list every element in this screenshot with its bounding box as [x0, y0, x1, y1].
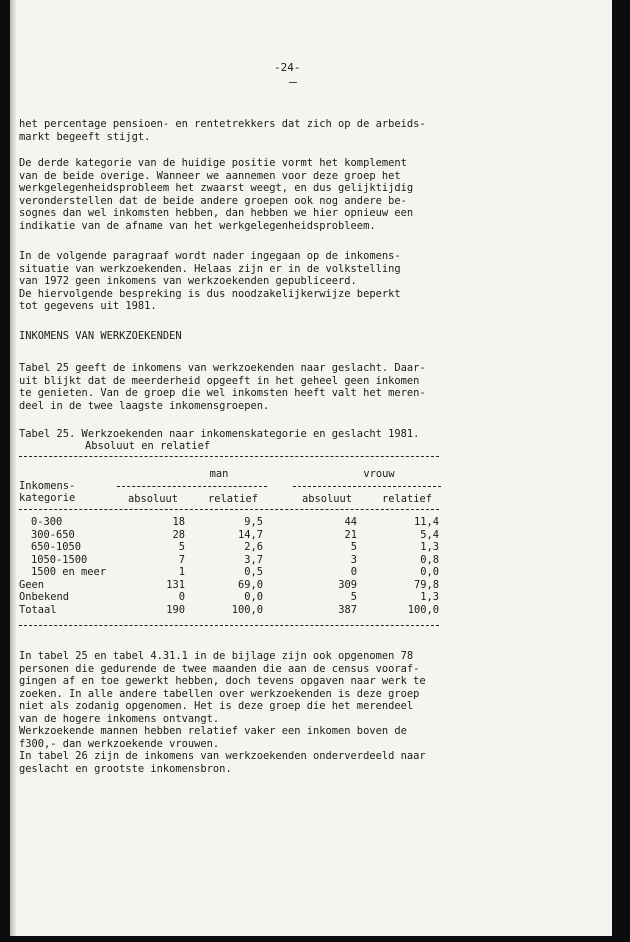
row-label: 650-1050 [31, 541, 82, 553]
table-cell: 11,4 [413, 516, 439, 528]
text-line: geslacht en grootste inkomensbron. [19, 762, 232, 775]
table-cell: 131 [166, 578, 185, 591]
row-label: Totaal [19, 603, 57, 616]
subheader-absoluut: absoluut [301, 493, 353, 505]
table-cell: 309 [338, 578, 357, 591]
table-cell: 0,5 [244, 566, 263, 578]
table-cell: 44 [344, 516, 357, 528]
row-header-line: kategorie [19, 492, 76, 504]
table-cell: 2,6 [244, 541, 263, 553]
text-line: f300,- dan werkzoekende vrouwen. [19, 737, 220, 750]
text-line: markt begeeft stijgt. [19, 130, 151, 143]
table-cell: 0 [178, 591, 185, 603]
text-line: In de volgende paragraaf wordt nader ingegaan op de inkomens- [19, 250, 401, 262]
group-rule-man [117, 486, 267, 487]
table-cell: 79,8 [413, 578, 439, 591]
page-number: -24- [274, 61, 301, 74]
paragraph [19, 250, 599, 313]
text-line: van de hogere inkomens ontvangt. [19, 712, 220, 725]
section-heading [19, 330, 599, 343]
table-cell: 100,0 [231, 603, 263, 616]
table-cell: 3,7 [244, 553, 263, 566]
table-cell: 28 [172, 528, 185, 541]
table-caption-line: Absoluut en relatief [85, 440, 211, 452]
table-cell: 0,8 [420, 553, 439, 566]
group-header-man: man [209, 468, 229, 480]
text-line: deel in de twee laagste inkomensgroepen. [19, 399, 270, 412]
text-line: personen die gedurende de twee maanden die aan de census vooraf- [19, 662, 420, 675]
text-line: sognes dan wel inkomsten hebben, dan hebben we hier opnieuw een [19, 207, 414, 219]
text-line: uit blijkt dat de meerderheid opgeeft in het geheel geen inkomen [19, 374, 420, 387]
text-line: van de beide overige. Wanneer we aannemen voor deze groep het [19, 169, 401, 182]
paragraph [19, 650, 599, 775]
table-cell: 14,7 [237, 528, 263, 541]
text-line: INKOMENS VAN WERKZOEKENDEN [19, 330, 182, 342]
table-cell: 5 [350, 541, 357, 553]
row-label: Geen [19, 578, 45, 591]
table-rule [19, 456, 439, 457]
text-line: gingen af en toe gewerkt hebben, doch tevens opgaven naar werk te [19, 675, 426, 687]
text-line: werkgelegenheidsprobleem het zwaarst weegt, en dus gelijktijdig [19, 182, 414, 194]
table-cell: 69,0 [237, 578, 263, 591]
table-rule [19, 509, 439, 510]
paragraph [19, 157, 599, 232]
text-line: Werkzoekende mannen hebben relatief vaker een inkomen boven de [19, 725, 407, 737]
text-line: te genieten. Van de groep die wel inkomsten heeft valt het meren- [19, 387, 426, 399]
table-cell: 1 [178, 566, 185, 578]
row-label: 1050-1500 [31, 553, 88, 566]
subheader-absoluut: absoluut [127, 493, 179, 505]
table-cell: 21 [344, 528, 357, 541]
table-cell: 0,0 [244, 591, 263, 603]
table-cell: 100,0 [407, 603, 439, 616]
text-line: De derde kategorie van de huidige positie vormt het komplement [19, 157, 407, 169]
text-line: In tabel 26 zijn de inkomens van werkzoekenden onderverdeeld naar [19, 750, 426, 762]
table-caption-line: Tabel 25. Werkzoekenden naar inkomenskategorie en geslacht 1981. [19, 428, 420, 440]
row-label: 1500 en meer [31, 566, 107, 578]
text-line: van 1972 geen inkomens van werkzoekenden gepubliceerd. [19, 275, 357, 287]
scanned-page [10, 0, 612, 936]
paragraph [19, 362, 599, 412]
text-line: In tabel 25 en tabel 4.31.1 in de bijlage zijn ook opgenomen 78 [19, 650, 414, 662]
group-header-vrouw: vrouw [363, 468, 395, 480]
table-cell: 7 [178, 553, 185, 566]
table-cell: 5,4 [420, 528, 439, 541]
row-label: Onbekend [19, 591, 70, 603]
text-line: niet als zodanig opgenomen. Het is deze groep die het merendeel [19, 700, 414, 712]
subheader-relatief: relatief [381, 493, 433, 505]
text-line: veronderstellen dat de beide andere groepen ook nog andere be- [19, 194, 407, 207]
text-line: tot gegevens uit 1981. [19, 300, 157, 312]
row-label: 0-300 [31, 516, 63, 528]
table-cell: 0,0 [420, 566, 439, 578]
text-line: Tabel 25 geeft de inkomens van werkzoekenden naar geslacht. Daar- [19, 362, 426, 374]
text-line: De hiervolgende bespreking is dus noodzakelijkerwijze beperkt [19, 287, 401, 300]
group-rule-vrouw [293, 486, 441, 487]
table-cell: 190 [166, 603, 185, 616]
subheader-relatief: relatief [207, 493, 259, 505]
text-line: zoeken. In alle andere tabellen over werkzoekenden is deze groep [19, 687, 420, 700]
text-line: het percentage pensioen- en rentetrekkers dat zich op de arbeids- [19, 118, 426, 130]
table-cell: 5 [350, 591, 357, 603]
row-header-line: Inkomens- [19, 480, 76, 492]
text-line: situatie van werkzoekenden. Helaas zijn er in de volkstelling [19, 262, 401, 275]
paragraph [19, 118, 599, 143]
page-number-underline [289, 82, 297, 83]
table-cell: 1,3 [420, 541, 439, 553]
table-rule [19, 625, 439, 626]
table-cell: 3 [350, 553, 357, 566]
table-cell: 387 [338, 603, 357, 616]
table-cell: 9,5 [244, 516, 263, 528]
row-label: 300-650 [31, 528, 75, 541]
table-cell: 18 [172, 516, 185, 528]
table-cell: 0 [350, 566, 357, 578]
table-cell: 1,3 [420, 591, 439, 603]
text-line: indikatie van de afname van het werkgelegenheidsprobleem. [19, 219, 376, 232]
table-cell: 5 [178, 541, 185, 553]
page-binding-edge [10, 0, 16, 936]
